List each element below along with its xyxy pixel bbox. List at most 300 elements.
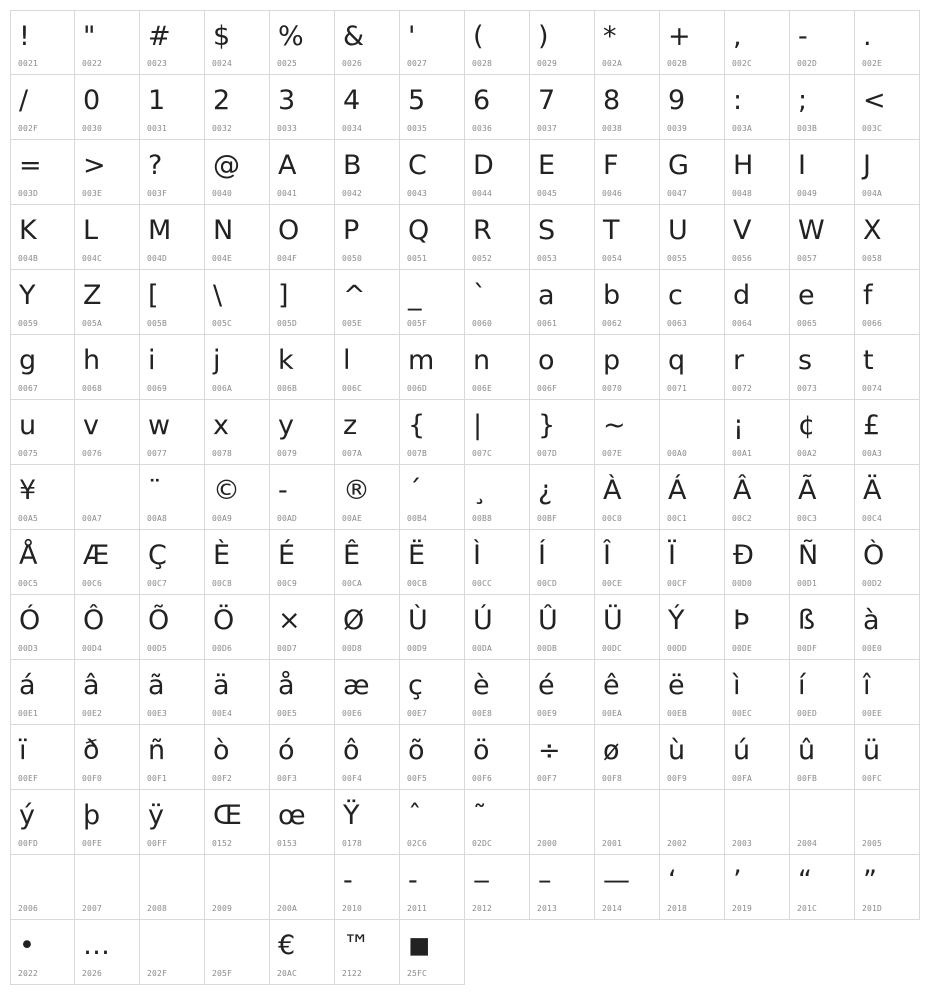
glyph-cell [10, 10, 75, 75]
glyph-char: Ä [863, 475, 882, 506]
glyph-char: ´ [408, 475, 422, 506]
glyph-code: 00F0 [82, 774, 103, 783]
glyph-char: h [83, 345, 101, 376]
glyph-char: 7 [538, 85, 556, 116]
glyph-cell [205, 920, 270, 985]
glyph-code: 0072 [732, 384, 753, 393]
glyph-code: 0046 [602, 189, 623, 198]
glyph-cell [205, 595, 270, 660]
glyph-char: ò [213, 735, 230, 766]
glyph-cell [205, 660, 270, 725]
glyph-code: 003B [797, 124, 818, 133]
glyph-cell [855, 725, 920, 790]
glyph-code: 00D0 [732, 579, 753, 588]
glyph-cell [790, 335, 855, 400]
glyph-code: 2019 [732, 904, 753, 913]
glyph-cell [530, 75, 595, 140]
glyph-code: 2001 [602, 839, 623, 848]
glyph-code: 006C [342, 384, 363, 393]
glyph-code: 2026 [82, 969, 103, 978]
glyph-cell [335, 400, 400, 465]
glyph-code: 0073 [797, 384, 818, 393]
glyph-code: 0071 [667, 384, 688, 393]
glyph-char: þ [83, 800, 101, 831]
glyph-char: ˜ [473, 800, 487, 831]
glyph-char: V [733, 215, 752, 246]
glyph-cell [595, 10, 660, 75]
glyph-char: # [148, 21, 171, 52]
glyph-cell [595, 465, 660, 530]
glyph-cell [465, 205, 530, 270]
glyph-char: L [83, 215, 99, 246]
glyph-cell [400, 75, 465, 140]
glyph-code: 00D2 [862, 579, 883, 588]
glyph-code: 2006 [18, 904, 39, 913]
glyph-char: Î [603, 540, 611, 571]
glyph-char: Ý [668, 605, 685, 636]
glyph-char: £ [863, 410, 881, 441]
glyph-cell [270, 790, 335, 855]
glyph-code: 00CB [407, 579, 428, 588]
glyph-char: A [278, 150, 297, 181]
glyph-code: 0038 [602, 124, 623, 133]
glyph-char: _ [408, 280, 422, 311]
glyph-code: 205F [212, 969, 233, 978]
glyph-cell [400, 725, 465, 790]
glyph-code: 005E [342, 319, 363, 328]
glyph-char: o [538, 345, 555, 376]
glyph-code: 00FC [862, 774, 883, 783]
glyph-char: R [473, 215, 492, 246]
glyph-code: 00D7 [277, 644, 298, 653]
glyph-char: ‐ [343, 865, 353, 896]
glyph-code: 00C6 [82, 579, 103, 588]
glyph-code: 0065 [797, 319, 818, 328]
glyph-cell [75, 660, 140, 725]
glyph-cell [790, 790, 855, 855]
glyph-char: À [603, 475, 622, 506]
glyph-code: 00C5 [18, 579, 39, 588]
glyph-cell [75, 140, 140, 205]
glyph-char: t [863, 345, 874, 376]
glyph-code: 0070 [602, 384, 623, 393]
glyph-char: ? [148, 150, 163, 181]
glyph-cell [335, 335, 400, 400]
glyph-char: > [83, 150, 106, 181]
glyph-char: Õ [148, 605, 170, 636]
glyph-char: w [148, 410, 171, 441]
glyph-code: 0052 [472, 254, 493, 263]
glyph-code: 201C [797, 904, 818, 913]
glyph-cell [335, 75, 400, 140]
glyph-cell [335, 595, 400, 660]
glyph-code: 0051 [407, 254, 428, 263]
glyph-cell [75, 75, 140, 140]
glyph-cell [855, 140, 920, 205]
glyph-code: 2003 [732, 839, 753, 848]
glyph-char: E [538, 150, 556, 181]
glyph-char: s [798, 345, 813, 376]
glyph-cell [205, 270, 270, 335]
glyph-char: \ [213, 280, 223, 311]
glyph-cell [725, 855, 790, 920]
glyph-code: 00DC [602, 644, 623, 653]
glyph-char: , [733, 21, 742, 52]
glyph-code: 0053 [537, 254, 558, 263]
glyph-char: ó [278, 735, 295, 766]
glyph-char: H [733, 150, 754, 181]
glyph-cell [660, 855, 725, 920]
glyph-code: 0068 [82, 384, 103, 393]
glyph-code: 0063 [667, 319, 688, 328]
glyph-cell [595, 725, 660, 790]
glyph-cell [140, 270, 205, 335]
glyph-cell [75, 465, 140, 530]
glyph-code: 0034 [342, 124, 363, 133]
glyph-char: õ [408, 735, 425, 766]
glyph-char: ™ [343, 930, 370, 961]
glyph-char: ’ [733, 865, 742, 896]
glyph-code: 00A0 [667, 449, 688, 458]
glyph-char: ^ [343, 280, 366, 311]
glyph-code: 00F3 [277, 774, 298, 783]
glyph-cell [530, 855, 595, 920]
glyph-code: 0060 [472, 319, 493, 328]
glyph-cell [270, 530, 335, 595]
glyph-code: 0037 [537, 124, 558, 133]
glyph-cell [75, 335, 140, 400]
glyph-code: 2000 [537, 839, 558, 848]
glyph-cell [595, 595, 660, 660]
glyph-code: 2011 [407, 904, 428, 913]
glyph-char: ù [668, 735, 686, 766]
glyph-cell [270, 205, 335, 270]
glyph-char: ø [603, 735, 620, 766]
glyph-code: 0026 [342, 59, 363, 68]
glyph-cell [140, 725, 205, 790]
glyph-char: ê [603, 670, 620, 701]
glyph-code: 006A [212, 384, 233, 393]
glyph-cell [530, 270, 595, 335]
glyph-char: " [83, 21, 96, 52]
glyph-cell [10, 725, 75, 790]
glyph-cell [10, 660, 75, 725]
glyph-char: ) [538, 21, 549, 52]
glyph-code: 2008 [147, 904, 168, 913]
glyph-code: 0025 [277, 59, 298, 68]
glyph-code: 00A9 [212, 514, 233, 523]
glyph-code: 00B8 [472, 514, 493, 523]
glyph-char: Ò [863, 540, 885, 571]
glyph-cell [660, 790, 725, 855]
glyph-char: < [863, 85, 886, 116]
glyph-cell [855, 660, 920, 725]
glyph-cell [75, 10, 140, 75]
glyph-cell [270, 400, 335, 465]
glyph-cell [530, 10, 595, 75]
glyph-cell [400, 335, 465, 400]
glyph-char: + [668, 21, 691, 52]
glyph-cell [595, 530, 660, 595]
glyph-char: U [668, 215, 688, 246]
glyph-cell [725, 205, 790, 270]
glyph-cell [400, 465, 465, 530]
glyph-cell [660, 270, 725, 335]
glyph-char: — [603, 865, 630, 896]
glyph-code: 00F7 [537, 774, 558, 783]
glyph-char: ‑ [408, 865, 418, 896]
glyph-cell [530, 725, 595, 790]
glyph-code: 0027 [407, 59, 428, 68]
glyph-cell [205, 725, 270, 790]
glyph-char: K [19, 215, 37, 246]
glyph-char: ì [733, 670, 741, 701]
glyph-code: 2005 [862, 839, 883, 848]
glyph-char: ! [19, 21, 30, 52]
glyph-char: Í [538, 540, 546, 571]
glyph-code: 0178 [342, 839, 363, 848]
glyph-char: ð [83, 735, 100, 766]
glyph-cell [725, 465, 790, 530]
glyph-code: 0024 [212, 59, 233, 68]
glyph-char: Æ [83, 540, 110, 571]
glyph-code: 003A [732, 124, 753, 133]
glyph-cell [270, 335, 335, 400]
glyph-cell [270, 725, 335, 790]
glyph-cell [465, 270, 530, 335]
glyph-code: 20AC [277, 969, 298, 978]
glyph-code: 00F6 [472, 774, 493, 783]
glyph-char: b [603, 280, 621, 311]
glyph-char: É [278, 540, 296, 571]
glyph-char: & [343, 21, 365, 52]
glyph-code: 00DE [732, 644, 753, 653]
glyph-cell [660, 75, 725, 140]
glyph-cell [725, 790, 790, 855]
glyph-char: F [603, 150, 619, 181]
glyph-code: 002F [18, 124, 39, 133]
glyph-char: å [278, 670, 295, 701]
glyph-cell [465, 595, 530, 660]
glyph-cell [335, 660, 400, 725]
glyph-code: 002C [732, 59, 753, 68]
glyph-char: ‘ [668, 865, 677, 896]
glyph-char: ◼ [408, 930, 431, 961]
glyph-char: ¥ [19, 475, 37, 506]
glyph-char: ë [668, 670, 685, 701]
glyph-code: 02DC [472, 839, 493, 848]
glyph-cell [335, 790, 400, 855]
glyph-cell [75, 205, 140, 270]
glyph-code: 003F [147, 189, 168, 198]
glyph-char: © [213, 475, 240, 506]
glyph-code: 0062 [602, 319, 623, 328]
glyph-code: 00E5 [277, 709, 298, 718]
glyph-cell [725, 595, 790, 660]
glyph-cell [855, 270, 920, 335]
glyph-char: Œ [213, 800, 242, 831]
glyph-cell [335, 920, 400, 985]
glyph-cell [660, 465, 725, 530]
glyph-char: ß [798, 605, 816, 636]
glyph-cell [335, 10, 400, 75]
glyph-char: % [278, 21, 304, 52]
glyph-cell [595, 335, 660, 400]
glyph-cell [10, 465, 75, 530]
glyph-code: 003C [862, 124, 883, 133]
glyph-code: 00C3 [797, 514, 818, 523]
glyph-char: S [538, 215, 556, 246]
glyph-char: N [213, 215, 234, 246]
glyph-cell [855, 595, 920, 660]
glyph-cell [595, 270, 660, 335]
glyph-cell [595, 205, 660, 270]
glyph-code: 00F4 [342, 774, 363, 783]
glyph-char: ] [278, 280, 289, 311]
glyph-cell [205, 205, 270, 270]
glyph-char: r [733, 345, 745, 376]
glyph-char: ä [213, 670, 230, 701]
glyph-code: 2010 [342, 904, 363, 913]
glyph-code: 0040 [212, 189, 233, 198]
glyph-cell [140, 335, 205, 400]
glyph-char: f [863, 280, 873, 311]
glyph-char: z [343, 410, 358, 441]
glyph-cell [530, 140, 595, 205]
glyph-char: a [538, 280, 555, 311]
glyph-cell [400, 660, 465, 725]
glyph-cell [465, 790, 530, 855]
glyph-cell [270, 140, 335, 205]
glyph-code: 005F [407, 319, 428, 328]
glyph-cell [595, 855, 660, 920]
glyph-char: J [863, 150, 871, 181]
glyph-code: 004D [147, 254, 168, 263]
glyph-code: 00EF [18, 774, 39, 783]
glyph-code: 00E4 [212, 709, 233, 718]
glyph-char: ô [343, 735, 360, 766]
glyph-cell [660, 10, 725, 75]
glyph-cell [465, 335, 530, 400]
glyph-cell [205, 855, 270, 920]
glyph-cell [335, 855, 400, 920]
glyph-char: $ [213, 21, 231, 52]
glyph-char: 8 [603, 85, 621, 116]
glyph-char: ” [863, 865, 877, 896]
glyph-cell [530, 400, 595, 465]
glyph-char: ñ [148, 735, 166, 766]
glyph-code: 2122 [342, 969, 363, 978]
glyph-char: Q [408, 215, 430, 246]
glyph-char: Ÿ [343, 800, 360, 831]
glyph-cell [335, 270, 400, 335]
glyph-cell [270, 270, 335, 335]
glyph-cell [10, 530, 75, 595]
glyph-cell [400, 790, 465, 855]
glyph-cell [10, 205, 75, 270]
glyph-char: ¡ [733, 410, 744, 441]
glyph-char: Ô [83, 605, 105, 636]
glyph-code: 0050 [342, 254, 363, 263]
glyph-char: ü [863, 735, 881, 766]
glyph-cell [205, 530, 270, 595]
glyph-code: 004C [82, 254, 103, 263]
glyph-cell [140, 140, 205, 205]
glyph-cell [595, 660, 660, 725]
glyph-code: 00D3 [18, 644, 39, 653]
glyph-code: 0067 [18, 384, 39, 393]
glyph-code: 0042 [342, 189, 363, 198]
glyph-cell [725, 660, 790, 725]
glyph-cell [725, 725, 790, 790]
glyph-code: 00C4 [862, 514, 883, 523]
glyph-cell [400, 855, 465, 920]
glyph-cell [10, 790, 75, 855]
glyph-cell [855, 400, 920, 465]
glyph-cell [140, 205, 205, 270]
glyph-char: D [473, 150, 494, 181]
glyph-cell [790, 270, 855, 335]
glyph-code: 00F9 [667, 774, 688, 783]
glyph-code: 005A [82, 319, 103, 328]
glyph-char: ~ [603, 410, 626, 441]
glyph-code: 007D [537, 449, 558, 458]
glyph-code: 00B4 [407, 514, 428, 523]
glyph-cell [75, 270, 140, 335]
glyph-code: 005D [277, 319, 298, 328]
glyph-code: 003E [82, 189, 103, 198]
glyph-code: 00CF [667, 579, 688, 588]
glyph-cell [400, 140, 465, 205]
glyph-char: 4 [343, 85, 361, 116]
glyph-char: { [408, 410, 426, 441]
glyph-cell [855, 10, 920, 75]
glyph-cell [10, 595, 75, 660]
glyph-char: I [798, 150, 806, 181]
glyph-code: 0044 [472, 189, 493, 198]
glyph-code: 0079 [277, 449, 298, 458]
glyph-code: 200A [277, 904, 298, 913]
glyph-cell [530, 530, 595, 595]
glyph-char: ã [148, 670, 165, 701]
glyph-code: 00A2 [797, 449, 818, 458]
glyph-code: 0028 [472, 59, 493, 68]
glyph-code: 0077 [147, 449, 168, 458]
glyph-code: 00FD [18, 839, 39, 848]
glyph-code: 0153 [277, 839, 298, 848]
glyph-cell [465, 140, 530, 205]
glyph-cell [530, 660, 595, 725]
glyph-char: ÿ [148, 800, 164, 831]
glyph-cell [335, 725, 400, 790]
glyph-char: Ê [343, 540, 361, 571]
glyph-cell [790, 595, 855, 660]
glyph-char: v [83, 410, 99, 441]
glyph-code: 0035 [407, 124, 428, 133]
glyph-cell [75, 595, 140, 660]
glyph-char: È [213, 540, 231, 571]
glyph-char: ' [408, 21, 416, 52]
glyph-cell [270, 920, 335, 985]
glyph-code: 00C0 [602, 514, 623, 523]
glyph-char: ý [19, 800, 35, 831]
glyph-char: â [83, 670, 100, 701]
glyph-char: Ù [408, 605, 428, 636]
glyph-char: ¨ [148, 475, 162, 506]
glyph-code: 006E [472, 384, 493, 393]
glyph-cell [205, 140, 270, 205]
glyph-cell [595, 790, 660, 855]
